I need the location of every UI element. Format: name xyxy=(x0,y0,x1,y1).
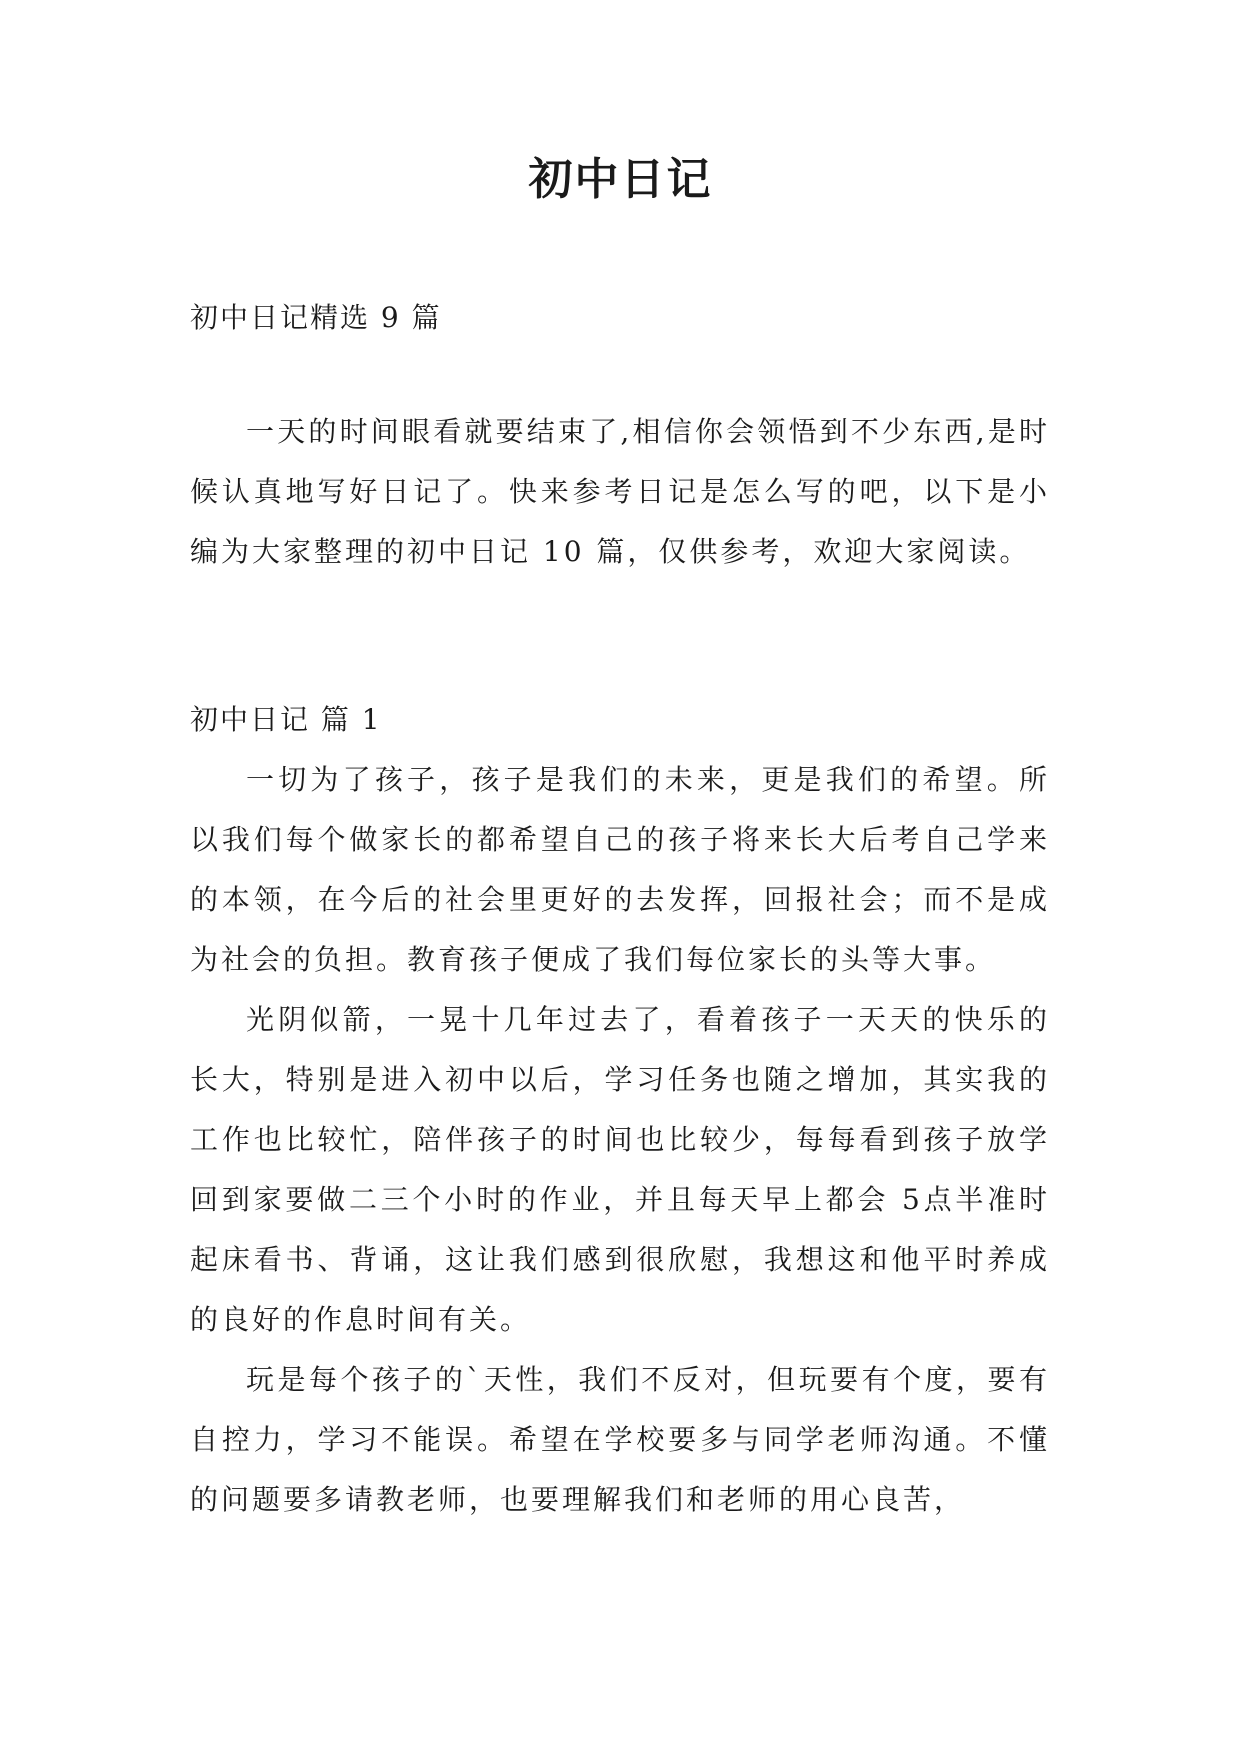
section-heading: 初中日记 篇 1 xyxy=(190,703,382,736)
document-subtitle: 初中日记精选 9 篇 xyxy=(190,301,442,334)
body-paragraph: 玩是每个孩子的`天性，我们不反对，但玩要有个度，要有自控力，学习不能误。希望在学校要多与同学老师沟通。不懂的问题要多请教老师，也要理解我们和老师的用心良苦， xyxy=(190,1363,1050,1516)
intro-paragraph: 一天的时间眼看就要结束了,相信你会领悟到不少东西,是时候认真地写好日记了。快来参考日记是怎么写的吧，以下是小编为大家整理的初中日记 10 篇，仅供参考，欢迎大家阅读。 xyxy=(190,415,1050,568)
section-body xyxy=(190,750,1050,1530)
body-paragraph: 一切为了孩子，孩子是我们的未来，更是我们的希望。所以我们每个做家长的都希望自己的孩子将来长大后考自己学来的本领，在今后的社会里更好的去发挥，回报社会；而不是成为社会的负担。教育孩子便成了我们每位家长的头等大事。 xyxy=(190,763,1050,976)
document-title: 初中日记 xyxy=(528,154,713,205)
body-paragraph: 光阴似箭，一晃十几年过去了，看着孩子一天天的快乐的长大，特别是进入初中以后，学习任务也随之增加，其实我的工作也比较忙，陪伴孩子的时间也比较少，每每看到孩子放学回到家要做二三个小时的作业，并且每天早上都会 5点半准时起床看书、背诵，这让我们感到很欣慰，我想这和他平时养成的良好的作息时间有关。 xyxy=(190,1003,1050,1336)
